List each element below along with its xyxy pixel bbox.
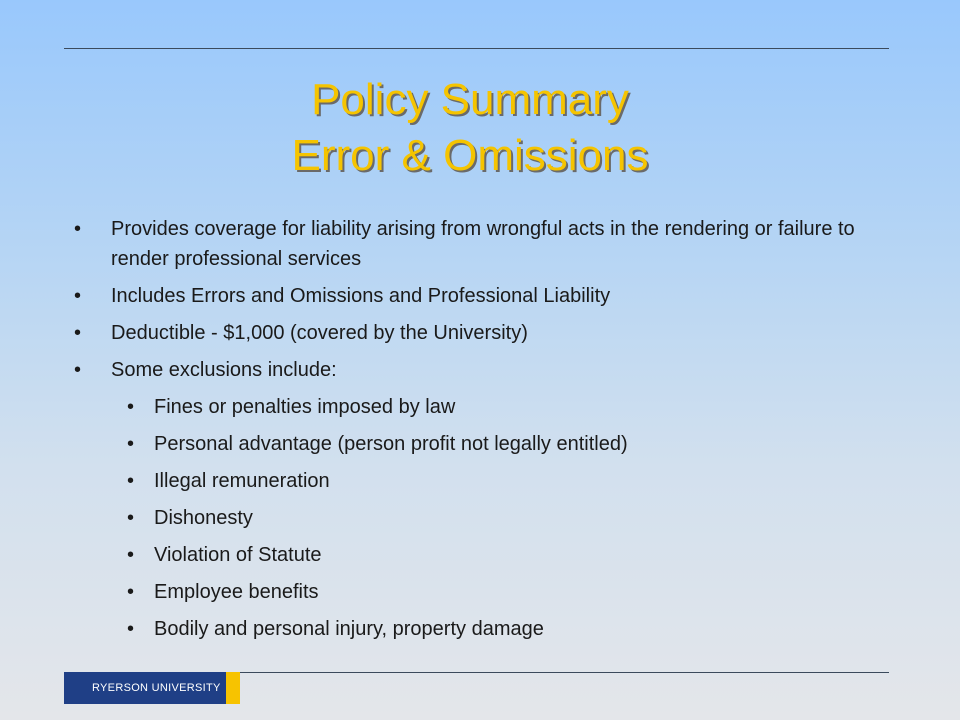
- title-line-1: Policy Summary: [311, 75, 629, 124]
- sub-bullet-item: • Dishonesty: [74, 503, 874, 533]
- sub-bullet-item: • Personal advantage (person profit not legally entitled): [74, 429, 874, 459]
- sub-bullet-item: • Employee benefits: [74, 577, 874, 607]
- logo-gold-bar: [226, 672, 240, 704]
- sub-bullet-item: • Violation of Statute: [74, 540, 874, 570]
- logo-text: RYERSON UNIVERSITY: [64, 672, 226, 704]
- bullet-item: • Some exclusions include:: [74, 355, 874, 385]
- title-line-2: Error & Omissions: [291, 131, 649, 180]
- bottom-divider: [240, 672, 889, 673]
- slide-title: [0, 72, 940, 184]
- bullet-item: • Provides coverage for liability arising from wrongful acts in the rendering or failure to render professional services: [74, 214, 874, 274]
- sub-bullet-item: • Bodily and personal injury, property damage: [74, 614, 874, 644]
- bullet-item: • Includes Errors and Omissions and Professional Liability: [74, 281, 874, 311]
- top-divider: [64, 48, 889, 49]
- university-logo: [64, 672, 240, 704]
- sub-bullet-item: • Illegal remuneration: [74, 466, 874, 496]
- sub-bullet-item: • Fines or penalties imposed by law: [74, 392, 874, 422]
- slide-body: [74, 214, 874, 651]
- bullet-item: • Deductible - $1,000 (covered by the University): [74, 318, 874, 348]
